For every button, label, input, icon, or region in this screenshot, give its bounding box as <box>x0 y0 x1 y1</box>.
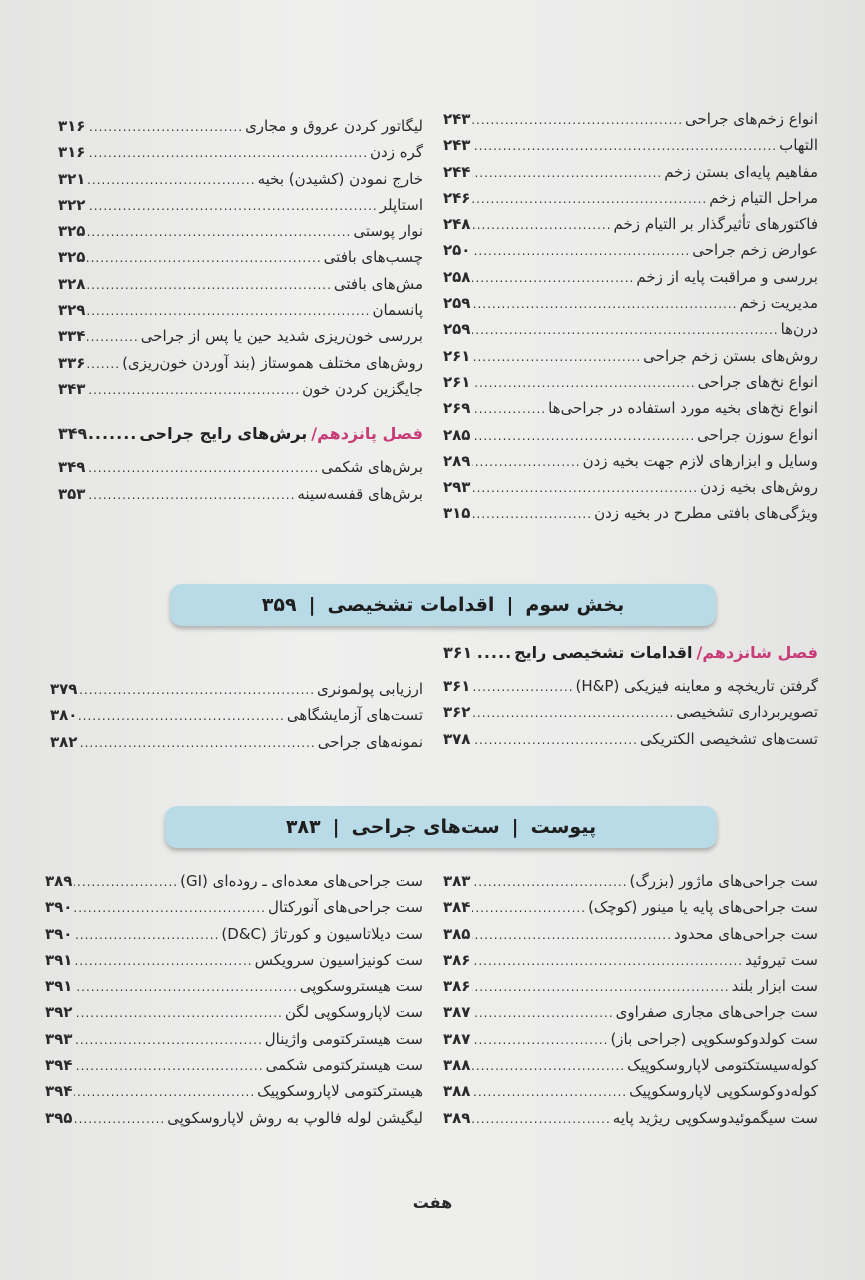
leader-dots <box>87 272 331 298</box>
toc-column-top-right <box>443 106 818 527</box>
toc-entry <box>45 868 423 894</box>
toc-entry-title: جایگزین کردن خون <box>302 379 423 398</box>
toc-entry <box>443 448 818 474</box>
toc-entry-page: ۳۸۳ <box>443 872 471 890</box>
leader-dots <box>472 186 707 212</box>
toc-entry-page: ۲۵۹ <box>443 320 471 339</box>
toc-entry <box>443 343 818 369</box>
toc-entry-page: ۳۸۴ <box>443 898 471 917</box>
toc-entry-title: ست دیلاتاسیون و کورتاژ (D&C) <box>221 924 423 943</box>
toc-entry <box>443 316 818 342</box>
toc-entry-title: ست هیستروسکوپی <box>299 977 423 996</box>
toc-entry <box>443 921 818 947</box>
toc-entry-page: ۳۲۹ <box>58 301 86 320</box>
toc-entry-title: مش‌های بافتی <box>333 274 423 293</box>
chapter-15-heading <box>58 424 423 454</box>
toc-entry <box>45 973 423 999</box>
leader-dots <box>87 351 120 377</box>
toc-entry <box>443 894 818 920</box>
toc-entry <box>443 973 818 999</box>
section-banner-appendix <box>165 806 717 848</box>
leader-dots <box>472 475 698 501</box>
toc-entry-title: کوله‌سیستکتومی لاپاروسکوپیک <box>627 1056 818 1075</box>
leader-dots <box>472 1000 613 1026</box>
toc-entry-title: ست جراحی‌های معده‌ای ـ روده‌ای (GI) <box>180 872 423 890</box>
toc-entry <box>443 264 818 290</box>
toc-entry <box>58 218 423 244</box>
toc-list-top-left <box>58 113 423 402</box>
leader-dots <box>472 869 627 895</box>
toc-entry-title: ست کولدوکوسکوپی (جراحی باز) <box>610 1029 818 1048</box>
leader-dots <box>87 324 138 350</box>
toc-entry-title: ست جراحی‌های آنورکتال <box>267 898 423 917</box>
leader-dots <box>472 700 674 726</box>
leader-dots <box>472 265 634 291</box>
leader-dots <box>74 948 252 974</box>
toc-entry-title: استاپلر <box>379 195 423 214</box>
leader-dots <box>79 677 315 703</box>
toc-entry <box>443 211 818 237</box>
toc-column-appendix-right <box>443 868 818 1131</box>
toc-entry <box>58 166 423 192</box>
toc-entry-title: مدیریت زخم <box>739 294 818 313</box>
toc-entry-title: برش‌های قفسه‌سینه <box>297 484 423 503</box>
toc-entry-title: ست جراحی‌های ماژور (بزرگ) <box>629 872 818 890</box>
toc-entry <box>45 947 423 973</box>
toc-entry <box>45 1052 423 1078</box>
toc-entry-page: ۳۶۲ <box>443 703 471 722</box>
leader-dots <box>472 291 737 317</box>
toc-entry-page: ۲۶۹ <box>443 399 471 418</box>
toc-entry-page: ۳۲۲ <box>58 195 86 214</box>
chapter-label: فصل شانزدهم/ <box>696 643 818 662</box>
toc-entry-page: ۳۱۶ <box>58 143 86 162</box>
toc-entry-title: ست جراحی‌های پایه یا مینور (کوچک) <box>588 898 818 917</box>
chapter-title: اقدامات تشخیصی رایج <box>514 643 693 662</box>
leader-dots <box>472 974 729 1000</box>
toc-entry <box>443 474 818 500</box>
banner-separator: | <box>511 816 519 838</box>
leader-dots <box>74 1079 255 1105</box>
chapter-label: فصل پانزدهم/ <box>311 424 423 444</box>
toc-entry-page: ۳۲۱ <box>58 169 86 188</box>
toc-entry <box>443 699 818 725</box>
leader-dots <box>472 107 683 133</box>
leader-dots <box>472 449 580 475</box>
toc-entry-page: ۲۹۳ <box>443 478 471 497</box>
leader-dots <box>472 727 637 753</box>
leader-dots <box>79 730 315 756</box>
toc-entry-page: ۳۵۳ <box>58 484 86 503</box>
toc-entry-page: ۳۲۵ <box>58 248 86 267</box>
toc-entry-page: ۳۸۸ <box>443 1056 471 1075</box>
toc-entry-title: لیگاتور کردن عروق و مجاری <box>245 117 423 135</box>
leader-dots <box>74 1027 262 1053</box>
toc-entry-title: خارج نمودن (کشیدن) بخیه <box>257 169 423 188</box>
leader-dots <box>87 193 377 219</box>
toc-entry-page: ۲۸۵ <box>443 425 471 444</box>
toc-entry <box>443 422 818 448</box>
toc-entry-page: ۳۸۹ <box>45 872 73 890</box>
toc-entry-title: روش‌های بخیه زدن <box>700 478 818 497</box>
toc-entry-title: ست کونیزاسیون سرویکس <box>254 950 423 969</box>
toc-entry-page: ۳۹۴ <box>45 1082 73 1101</box>
toc-entry-title: تست‌های تشخیصی الکتریکی <box>639 729 818 748</box>
toc-entry-title: تصویربرداری تشخیصی <box>676 703 818 722</box>
leader-dots <box>472 423 695 449</box>
toc-entry-page: ۳۸۹ <box>443 1108 471 1127</box>
toc-entry-title: ست جراحی‌های مجاری صفراوی <box>615 1003 818 1022</box>
leader-dots <box>74 974 297 1000</box>
toc-entry <box>58 350 423 376</box>
toc-column-chapter-16-right <box>443 643 818 752</box>
leader-dots <box>87 219 351 245</box>
toc-entry-page: ۳۸۶ <box>443 977 471 996</box>
toc-entry-title: ارزیابی پولمونری <box>317 680 423 698</box>
leader-dots <box>74 1106 165 1132</box>
banner-part: پیوست <box>530 816 597 838</box>
toc-list-chapter-16-right <box>443 673 818 752</box>
toc-entry-page: ۳۹۳ <box>45 1029 73 1048</box>
toc-entry <box>58 139 423 165</box>
toc-entry-page: ۲۵۹ <box>443 294 471 313</box>
toc-entry <box>443 1052 818 1078</box>
toc-list-chapter-15 <box>58 454 423 507</box>
toc-entry <box>50 702 423 728</box>
toc-entry <box>58 454 423 480</box>
toc-entry-page: ۲۸۹ <box>443 451 471 470</box>
leader-dots <box>472 160 662 186</box>
leader-dots <box>87 245 321 271</box>
toc-entry-title: انواع زخم‌های جراحی <box>685 110 818 128</box>
leader-dots <box>89 424 137 443</box>
leader-dots <box>474 643 512 662</box>
toc-entry-title: گره زدن <box>370 143 423 162</box>
toc-entry-title: ست هیسترکتومی شکمی <box>265 1056 423 1075</box>
toc-entry-title: تست‌های آزمایشگاهی <box>286 706 423 725</box>
toc-entry-page: ۲۴۸ <box>443 215 471 234</box>
leader-dots <box>87 482 295 508</box>
toc-entry <box>58 376 423 402</box>
toc-entry-page: ۳۹۲ <box>45 1003 73 1022</box>
toc-entry-title: بررسی و مراقبت پایه از زخم <box>636 267 818 286</box>
toc-entry-title: انواع نخ‌های جراحی <box>697 372 818 391</box>
toc-entry-page: ۳۹۴ <box>45 1056 73 1075</box>
toc-entry <box>443 290 818 316</box>
toc-entry <box>443 1078 818 1104</box>
leader-dots <box>472 344 641 370</box>
toc-entry-title: ست سیگموئیدوسکوپی ریژید پایه <box>612 1108 818 1127</box>
toc-entry <box>45 921 423 947</box>
toc-entry-page: ۲۵۰ <box>443 241 471 260</box>
toc-entry-title: مراحل التیام زخم <box>709 188 818 207</box>
toc-entry-title: مفاهیم پایه‌ای بستن زخم <box>664 162 818 181</box>
toc-entry <box>45 894 423 920</box>
toc-entry <box>45 1105 423 1131</box>
toc-entry <box>58 113 423 139</box>
toc-entry <box>443 868 818 894</box>
leader-dots <box>87 377 300 403</box>
chapter-title: برش‌های رایج جراحی <box>139 424 308 444</box>
toc-entry-title: لیگیشن لوله فالوپ به روش لاپاروسکوپی <box>167 1108 423 1127</box>
leader-dots <box>87 140 368 166</box>
toc-entry-page: ۳۴۳ <box>58 379 86 398</box>
toc-entry-page: ۳۲۸ <box>58 274 86 293</box>
toc-entry <box>443 500 818 526</box>
toc-entry <box>443 999 818 1025</box>
leader-dots <box>74 869 178 895</box>
toc-entry-title: روش‌های بستن زخم جراحی <box>643 346 818 365</box>
leader-dots <box>87 167 255 193</box>
toc-entry-title: ست هیسترکتومی واژینال <box>264 1029 423 1048</box>
toc-entry-title: ویژگی‌های بافتی مطرح در بخیه زدن <box>594 504 818 523</box>
toc-column-appendix-left <box>45 868 423 1131</box>
leader-dots <box>74 895 266 921</box>
toc-entry <box>443 369 818 395</box>
toc-entry-page: ۳۸۵ <box>443 924 471 943</box>
toc-entry-title: بررسی خون‌ریزی شدید حین یا پس از جراحی <box>140 327 423 346</box>
toc-entry-title: وسایل و ابزارهای لازم جهت بخیه زدن <box>582 451 818 470</box>
toc-entry-page: ۳۸۸ <box>443 1082 471 1101</box>
toc-entry-title: درن‌ها <box>780 320 818 339</box>
toc-entry-title: فاکتورهای تأثیرگذار بر التیام زخم <box>613 215 818 234</box>
toc-entry <box>443 1026 818 1052</box>
toc-entry-page: ۳۹۱ <box>45 977 73 996</box>
toc-entry-page: ۳۸۰ <box>50 706 78 725</box>
toc-entry-title: عوارض زخم جراحی <box>692 241 818 260</box>
toc-entry <box>50 729 423 755</box>
toc-entry-page: ۳۳۶ <box>58 353 86 372</box>
leader-dots <box>87 298 370 324</box>
banner-separator: | <box>332 816 340 838</box>
toc-entry <box>443 132 818 158</box>
toc-entry <box>58 244 423 270</box>
leader-dots <box>472 370 695 396</box>
leader-dots <box>74 1000 282 1026</box>
leader-dots <box>472 238 690 264</box>
leader-dots <box>87 455 319 481</box>
leader-dots <box>472 1106 610 1132</box>
toc-entry-page: ۲۴۴ <box>443 162 471 181</box>
toc-entry-title: نوار پوستی <box>353 222 423 241</box>
toc-entry-page: ۳۹۱ <box>45 950 73 969</box>
toc-entry-title: انواع نخ‌های بخیه مورد استفاده در جراحی‌ها <box>548 399 818 418</box>
toc-entry-page: ۲۴۳ <box>443 110 471 128</box>
toc-entry-page: ۲۶۱ <box>443 372 471 391</box>
toc-entry-page: ۳۹۵ <box>45 1108 73 1127</box>
toc-column-top-left <box>58 113 423 507</box>
toc-entry <box>45 999 423 1025</box>
toc-entry-title: گرفتن تاریخچه و معاینه فیزیکی (H&P) <box>575 677 818 695</box>
toc-entry-title: برش‌های شکمی <box>321 458 423 477</box>
toc-entry <box>58 481 423 507</box>
banner-title: اقدامات تشخیصی <box>327 594 495 616</box>
toc-entry-title: نمونه‌های جراحی <box>317 732 423 751</box>
toc-entry <box>58 271 423 297</box>
toc-entry-page: ۲۵۸ <box>443 267 471 286</box>
toc-entry-title: ست لاپاروسکوپی لگن <box>284 1003 423 1022</box>
toc-entry-page: ۳۹۰ <box>45 924 73 943</box>
toc-entry <box>443 185 818 211</box>
toc-entry-title: کوله‌دوکوسکوپی لاپاروسکوپیک <box>629 1082 818 1101</box>
toc-entry-title: هیسترکتومی لاپاروسکوپیک <box>257 1082 423 1101</box>
chapter-page: ۳۴۹ <box>58 424 88 444</box>
toc-entry-page: ۲۴۶ <box>443 188 471 207</box>
toc-entry <box>45 1078 423 1104</box>
toc-entry <box>443 159 818 185</box>
leader-dots <box>472 501 592 527</box>
banner-page: ۳۵۹ <box>261 594 297 616</box>
leader-dots <box>472 1053 625 1079</box>
toc-entry-page: ۳۸۷ <box>443 1003 471 1022</box>
toc-entry-page: ۳۱۶ <box>58 117 86 135</box>
toc-entry <box>50 676 423 702</box>
toc-entry-title: انواع سوزن جراحی <box>697 425 818 444</box>
toc-entry-page: ۳۹۰ <box>45 898 73 917</box>
toc-entry <box>443 106 818 132</box>
toc-entry-page: ۳۳۴ <box>58 327 86 346</box>
leader-dots <box>74 922 219 948</box>
toc-entry-title: ست ابزار بلند <box>731 977 818 996</box>
toc-entry-page: ۳۷۹ <box>50 680 78 698</box>
toc-entry-page: ۳۸۲ <box>50 732 78 751</box>
toc-entry <box>443 237 818 263</box>
leader-dots <box>472 133 777 159</box>
toc-entry-page: ۳۴۹ <box>58 458 86 477</box>
toc-entry <box>443 947 818 973</box>
toc-entry-title: التهاب <box>779 136 818 155</box>
page-number-footer: هفت <box>412 1193 453 1212</box>
leader-dots <box>472 895 586 921</box>
toc-entry <box>443 395 818 421</box>
leader-dots <box>472 948 743 974</box>
banner-page: ۳۸۳ <box>285 816 321 838</box>
toc-entry-page: ۳۸۶ <box>443 950 471 969</box>
banner-title: ست‌های جراحی <box>351 816 500 838</box>
leader-dots <box>74 1053 263 1079</box>
toc-entry <box>443 726 818 752</box>
toc-entry <box>58 297 423 323</box>
toc-entry <box>58 323 423 349</box>
toc-entry-page: ۳۸۷ <box>443 1029 471 1048</box>
banner-separator: | <box>308 594 316 616</box>
leader-dots <box>472 317 778 343</box>
leader-dots <box>472 396 546 422</box>
toc-entry-page: ۳۶۱ <box>443 677 471 695</box>
chapter-16-heading <box>443 643 818 673</box>
banner-separator: | <box>506 594 514 616</box>
toc-entry-page: ۳۷۸ <box>443 729 471 748</box>
chapter-page: ۳۶۱ <box>443 643 473 662</box>
toc-entry <box>443 1105 818 1131</box>
toc-entry <box>443 673 818 699</box>
leader-dots <box>79 703 284 729</box>
toc-entry-page: ۲۶۱ <box>443 346 471 365</box>
leader-dots <box>472 212 611 238</box>
leader-dots <box>472 922 671 948</box>
toc-entry-page: ۳۲۵ <box>58 222 86 241</box>
leader-dots <box>87 114 243 140</box>
toc-entry-title: پانسمان <box>372 301 423 320</box>
leader-dots <box>472 674 573 700</box>
toc-entry-title: چسب‌های بافتی <box>323 248 423 267</box>
leader-dots <box>472 1079 627 1105</box>
banner-part: بخش سوم <box>525 594 625 616</box>
toc-column-chapter-16-left <box>50 676 423 755</box>
toc-entry <box>45 1026 423 1052</box>
section-banner-part-three <box>170 584 716 626</box>
toc-entry-page: ۲۴۳ <box>443 136 471 155</box>
toc-entry-title: روش‌های مختلف هموستاز (بند آوردن خون‌ریزی) <box>122 353 423 372</box>
toc-entry <box>58 192 423 218</box>
toc-entry-page: ۳۱۵ <box>443 504 471 523</box>
toc-entry-title: ست جراحی‌های محدود <box>673 924 818 943</box>
leader-dots <box>472 1027 608 1053</box>
toc-entry-title: ست تیروئید <box>745 950 818 969</box>
